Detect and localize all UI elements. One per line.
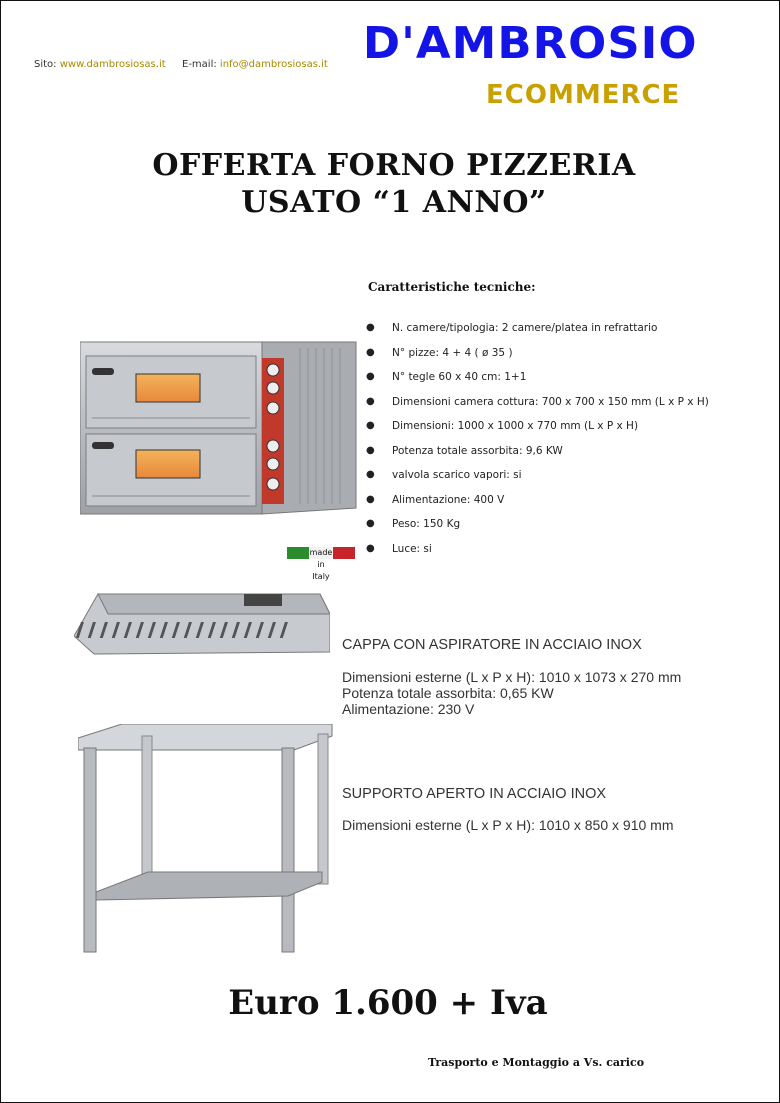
specs-heading: Caratteristiche tecniche:	[368, 280, 536, 294]
spec-item: ● N° pizze: 4 + 4 ( ø 35 )	[366, 346, 513, 359]
hood-title: CAPPA CON ASPIRATORE IN ACCIAIO INOX	[342, 637, 642, 653]
spec-item: ● Peso: 150 Kg	[366, 518, 461, 530]
spec-item: ● N° tegle 60 x 40 cm: 1+1	[366, 371, 527, 383]
brand-logo: D'AMBROSIO	[362, 18, 698, 69]
extractor-hood-image	[74, 588, 330, 658]
site-link[interactable]: www.dambrosiosas.it	[59, 59, 166, 70]
bullet-icon: ●	[366, 518, 375, 529]
spec-item: ● N. camere/tipologia: 2 camere/platea in refrattario	[366, 322, 658, 334]
bullet-icon: ●	[366, 395, 375, 407]
brand-subtitle: ECOMMERCE	[486, 80, 681, 110]
offer-title-line1: OFFERTA FORNO PIZZERIA	[152, 148, 636, 183]
email-label: E-mail:	[182, 59, 217, 70]
spec-item: ● Dimensioni camera cottura: 700 x 700 x 150 mm (L x P x H)	[366, 395, 709, 408]
spec-item: ● valvola scarico vapori: si	[366, 469, 522, 481]
shipping-note: Trasporto e Montaggio a Vs. carico	[428, 1056, 645, 1069]
steel-stand-image	[78, 724, 336, 956]
hood-spec-line: Alimentazione: 230 V	[342, 701, 475, 717]
specs-list	[366, 322, 709, 567]
hood-spec-line: Dimensioni esterne (L x P x H): 1010 x 1073 x 270 mm	[342, 669, 682, 685]
site-contact	[34, 59, 166, 70]
email-link[interactable]: info@dambrosiosas.it	[219, 59, 328, 70]
bullet-icon: ●	[366, 493, 375, 505]
stand-spec-line: Dimensioni esterne (L x P x H): 1010 x 850 x 910 mm	[342, 817, 674, 833]
price: Euro 1.600 + Iva	[228, 983, 548, 1023]
bullet-icon: ●	[366, 469, 375, 480]
site-label: Sito:	[34, 59, 57, 70]
email-contact	[182, 59, 328, 70]
bullet-icon: ●	[366, 444, 375, 456]
bullet-icon: ●	[366, 371, 375, 382]
spec-item: ● Dimensioni: 1000 x 1000 x 770 mm (L x P x H)	[366, 420, 639, 432]
bullet-icon: ●	[366, 420, 375, 431]
hood-spec-line: Potenza totale assorbita: 0,65 KW	[342, 685, 554, 701]
bullet-icon: ●	[366, 346, 375, 358]
offer-title-line2: USATO “1 ANNO”	[241, 185, 547, 220]
spec-item: ● Luce: si	[366, 542, 432, 555]
stand-title: SUPPORTO APERTO IN ACCIAIO INOX	[342, 786, 607, 802]
spec-item: ● Alimentazione: 400 V	[366, 493, 505, 506]
pizza-oven-image	[80, 338, 362, 520]
bullet-icon: ●	[366, 322, 375, 333]
made-in-italy-badge: made in Italy	[287, 547, 355, 559]
spec-item: ● Potenza totale assorbita: 9,6 KW	[366, 444, 563, 457]
bullet-icon: ●	[366, 542, 375, 554]
